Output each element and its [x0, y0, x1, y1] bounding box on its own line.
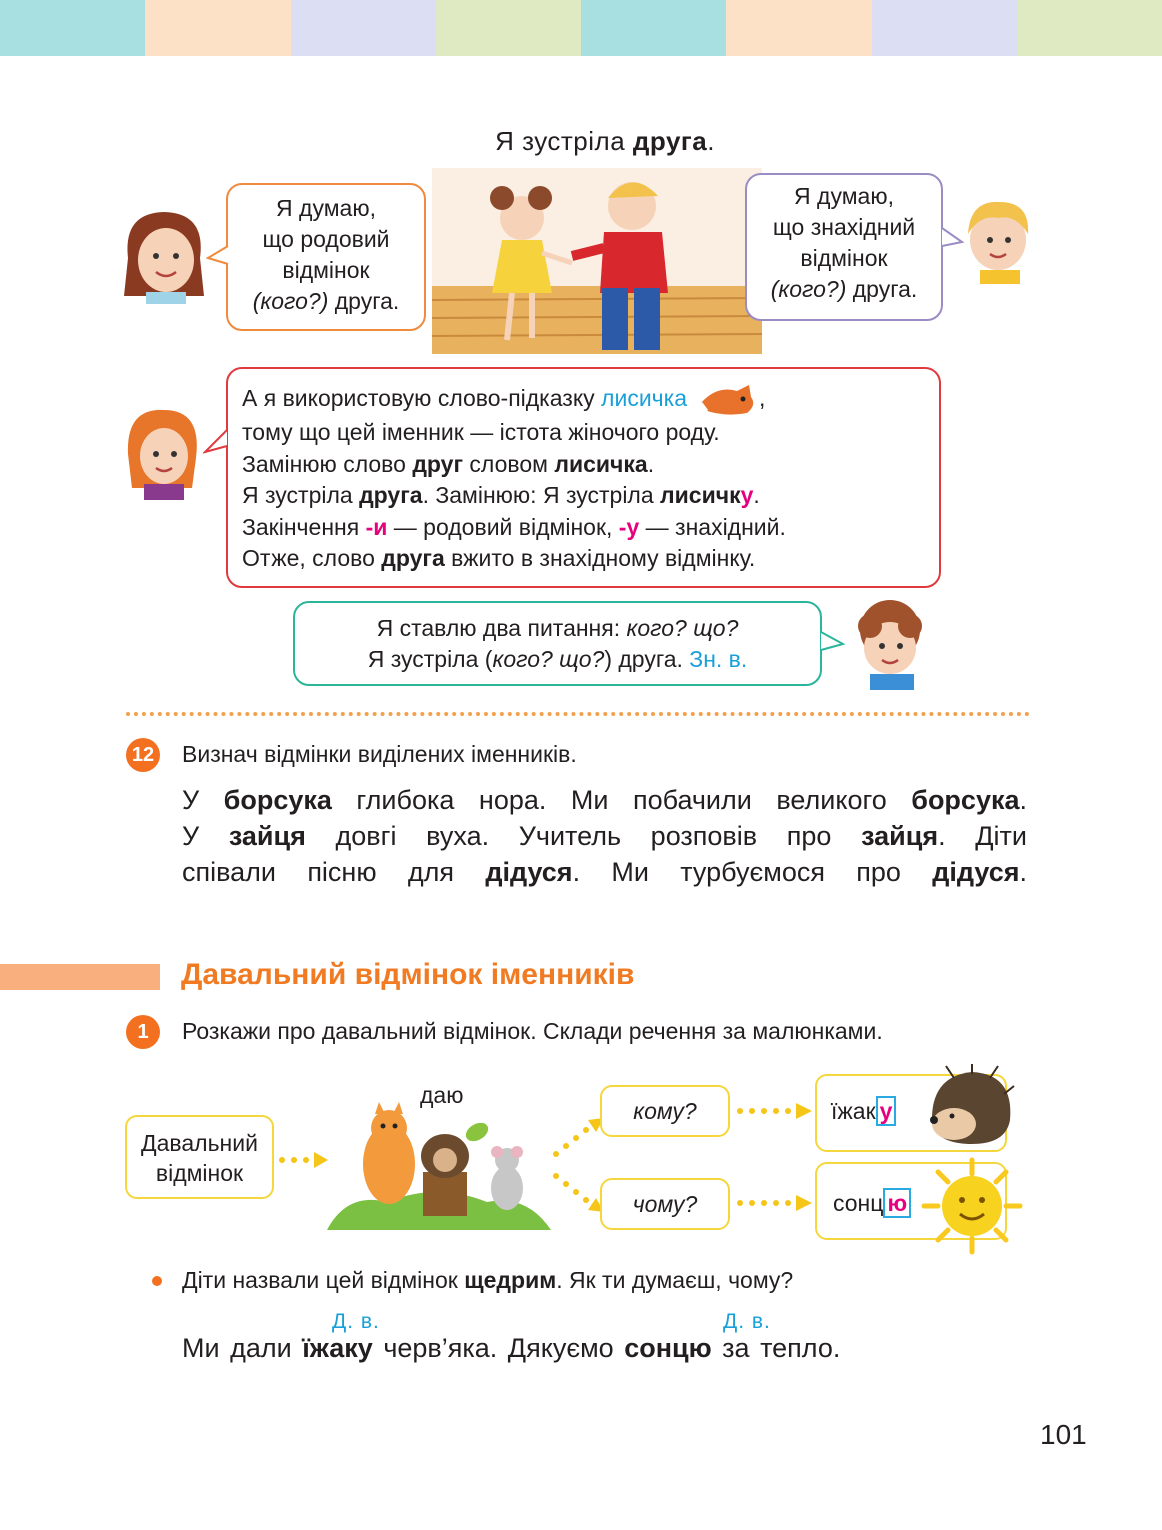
text: ) друга. [604, 646, 690, 672]
text: Замінюю слово [242, 450, 413, 477]
scene-title [440, 126, 770, 157]
bubble-left-line [228, 286, 424, 317]
bubble-left-line: Я думаю, [276, 195, 376, 221]
fox-icon [697, 383, 759, 417]
task12-line-2 [182, 818, 1027, 854]
text: Ми дали [182, 1333, 303, 1363]
example-sentence [182, 1333, 840, 1364]
scene-title-end: . [707, 126, 715, 156]
text: — родовий відмінок, [387, 513, 619, 540]
text: співали пісню для [182, 857, 486, 887]
explanation-line-5 [242, 512, 939, 544]
bubble-left-line: відмінок [282, 257, 370, 283]
speech-bubble-left [226, 183, 426, 331]
page-number: 101 [1040, 1419, 1087, 1450]
text: У [182, 821, 229, 851]
text: . Замінюю: Я зустріла [422, 482, 661, 508]
task-number-badge: 12 [126, 738, 160, 772]
scene-illustration [432, 168, 762, 354]
question-text: кому? [633, 1098, 697, 1124]
questions: кого? що? [626, 615, 739, 641]
ending: -у [618, 513, 640, 540]
task12-instruction: Визнач відмінки виділених іменників. [182, 741, 577, 767]
text: Закінчення [242, 513, 366, 540]
bold-word: борсука [911, 785, 1020, 815]
scene-title-text: Я зустріла [495, 126, 633, 156]
speech-bubble-green [293, 601, 822, 686]
explanation-line-3 [242, 449, 939, 481]
answer-stem: сонц [833, 1190, 884, 1216]
answer-ending: ю [883, 1188, 911, 1218]
question-box-chomu [600, 1178, 730, 1230]
bold-word: щедрим [464, 1267, 557, 1293]
bold-word: зайця [228, 821, 306, 851]
text: У [182, 785, 224, 815]
case-abbreviation: Зн. в. [689, 646, 748, 672]
text: , [759, 385, 766, 412]
text: глибока нора. Ми побачили великого [331, 785, 912, 815]
girl-avatar-icon [118, 208, 210, 304]
verb-label: даю [420, 1082, 464, 1108]
text: А я використовую слово-підказку [242, 385, 602, 412]
text: . [647, 450, 655, 477]
case-label-line: Давальний [141, 1130, 258, 1156]
bubble-right-line: відмінок [800, 245, 888, 271]
text: Я зустріла [242, 482, 360, 508]
case-label-box [125, 1115, 274, 1199]
topbar-segment [436, 0, 581, 56]
text: . Як ти думаєш, чому? [556, 1267, 794, 1293]
bold-word: їжаку [302, 1333, 373, 1363]
bubble-right-line: що знахідний [772, 214, 916, 240]
text: . Діти [938, 821, 1027, 851]
dotted-divider [126, 712, 1030, 716]
speech-bubble-explanation [226, 367, 941, 588]
hint-word: лисичка [601, 385, 688, 412]
text: . [1019, 857, 1027, 887]
bubble-right-line [747, 274, 941, 305]
bubble-left-question: (кого?) [252, 288, 329, 314]
green-line-1 [295, 613, 820, 644]
top-color-bar [0, 0, 1162, 56]
text: черв’яка. Дякуємо [372, 1333, 625, 1363]
explanation-line-4 [242, 480, 939, 512]
question-text: чому? [632, 1191, 698, 1217]
bubble-left-tail: друга. [328, 288, 400, 314]
text: за тепло. [711, 1333, 841, 1363]
section-heading: Давальний відмінок іменників [181, 958, 635, 991]
questions: кого? що? [492, 646, 605, 672]
bubble-right-line: Я думаю, [794, 183, 894, 209]
bold-word: друг [412, 450, 464, 477]
section-heading-bar [0, 964, 160, 990]
text: Я зустріла ( [367, 646, 493, 672]
explanation-line-1 [242, 383, 939, 417]
bold-word: друга [359, 482, 423, 508]
bubble-right-tail: друга. [846, 276, 918, 302]
topbar-segment [726, 0, 871, 56]
bold-word: лисичка [554, 450, 648, 477]
girl2-avatar-icon [122, 404, 202, 502]
topbar-segment [581, 0, 726, 56]
bullet-question [182, 1267, 793, 1294]
animals-illustration [327, 1102, 551, 1230]
topbar-segment [145, 0, 290, 56]
hedgehog-icon [924, 1064, 1016, 1148]
bold-word: зайця [861, 821, 939, 851]
bullet-dot [152, 1276, 162, 1286]
text: . [753, 482, 760, 508]
bold-word: сонцю [624, 1333, 712, 1363]
answer-ending: у [876, 1096, 897, 1126]
bubble-left-line: що родовий [262, 226, 390, 252]
answer-stem: їжак [831, 1098, 876, 1124]
explanation-line-2: тому що цей іменник — істота жіночого роду. [242, 419, 720, 445]
text: . Ми турбуємося про [572, 857, 933, 887]
case-label-line: відмінок [155, 1160, 244, 1186]
text: Я ставлю два питання: [376, 615, 627, 641]
task12-line-1 [182, 782, 1027, 818]
ending: -и [365, 513, 388, 540]
text: довгі вуха. Учитель розповів про [305, 821, 862, 851]
scene-title-bold: друга [632, 126, 708, 156]
explanation-line-6 [242, 543, 939, 575]
bubble-green-pointer [819, 630, 845, 654]
bold-word: дідуся [932, 857, 1020, 887]
text: . [1019, 785, 1028, 815]
question-box-kому [600, 1085, 730, 1137]
bubble-right-question: (кого?) [770, 276, 847, 302]
bubble-red-pointer [203, 428, 229, 458]
text: вжито в знахідному відмінку. [444, 545, 756, 571]
bold-word: друга [381, 545, 445, 571]
topbar-segment [1017, 0, 1162, 56]
boy2-avatar-icon [848, 600, 934, 690]
case-note: Д. в. [332, 1310, 380, 1333]
bold-word: борсука [223, 785, 332, 815]
boy-avatar-icon [960, 194, 1036, 286]
task-number-badge: 1 [126, 1015, 160, 1049]
green-line-2 [295, 644, 820, 675]
speech-bubble-right [745, 173, 943, 321]
text: Отже, слово [242, 545, 382, 571]
bold-word: дідуся [485, 857, 573, 887]
ending: у [740, 482, 754, 508]
task1-instruction: Розкажи про давальний відмінок. Склади речення за малюнками. [182, 1018, 883, 1044]
topbar-segment [291, 0, 436, 56]
bold-word: лисичк [660, 482, 741, 508]
task12-text [182, 782, 1027, 890]
topbar-segment [872, 0, 1017, 56]
text: Діти назвали цей відмінок [182, 1267, 465, 1293]
task12-line-3 [182, 854, 1027, 890]
text: словом [463, 450, 555, 477]
text: — знахідний. [639, 513, 786, 540]
case-note: Д. в. [723, 1310, 771, 1333]
sun-icon [920, 1156, 1024, 1256]
topbar-segment [0, 0, 145, 56]
